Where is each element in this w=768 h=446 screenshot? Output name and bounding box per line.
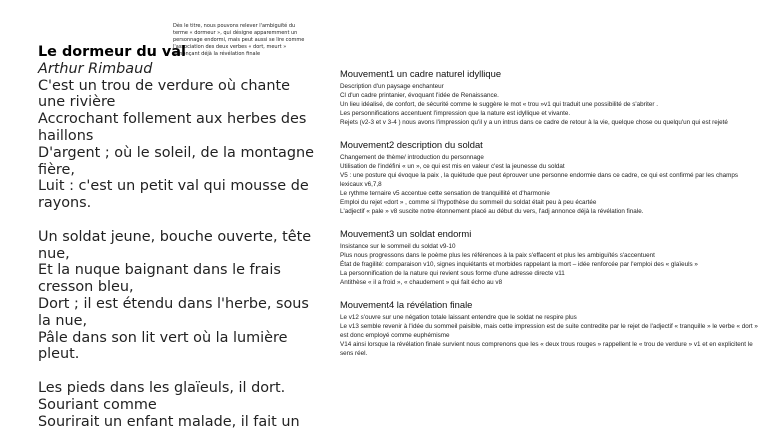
analysis-line: Cl d'un cadre printanier, évoquant l'idée de Renaissance. <box>340 92 499 99</box>
poem-column <box>38 44 320 446</box>
section-heading: Mouvement1 un cadre naturel idyllique <box>340 68 502 79</box>
analysis-line: Plus nous progressons dans le poème plus les références à la paix s'effacent et plus les ambiguïtés s'accentuent <box>340 252 655 259</box>
poem-title: Le dormeur du val <box>38 44 186 60</box>
analysis-line: Rejets (v2-3 et v 3-4 ) nous avons l'impression qu'il y a un intrus dans ce cadre de retour à la vie, quelque chose ou quelqu'un qui est rejeté <box>340 119 728 126</box>
section-heading: Mouvement3 un soldat endormi <box>340 228 472 239</box>
stanza-3 <box>38 380 320 430</box>
analysis-line: Le v12 s'ouvre sur une négation totale laissant entendre que le soldat ne respire plus <box>340 314 577 321</box>
poem-line: D'argent ; où le soleil, de la montagne fière, <box>38 144 314 178</box>
poem-line: Pâle dans son lit vert où la lumière pleut. <box>38 329 288 363</box>
analysis-line: Antithèse « il a froid », « chaudement » qui fait écho au v8 <box>340 279 503 286</box>
analysis-column <box>340 68 760 370</box>
annotation-line: annonçant déjà la révélation finale <box>173 51 261 57</box>
analysis-line: Un lieu idéalisé, de confort, de sécurité comme le suggère le mot « trou »v1 qui traduit une possibilité de s'abriter . <box>340 101 658 108</box>
poem-line: Un soldat jeune, bouche ouverte, tête nue, <box>38 228 312 262</box>
analysis-line: Description d'un paysage enchanteur <box>340 83 444 90</box>
poem-line: Les pieds dans les glaïeuls, il dort. Souriant comme <box>38 379 286 413</box>
stanza-2 <box>38 229 320 363</box>
poem-line: Accrochant follement aux herbes des haillons <box>38 111 307 144</box>
analysis-line: État de fragilité: comparaison v10, signes inquiétants et morbides rappelant la mort – idée renforcée par l'emploi des « glaïeuls » <box>340 261 698 268</box>
section-mouvement-3 <box>340 228 760 287</box>
analysis-line: Le rythme ternaire v5 accentue cette sensation de tranquillité et d'harmonie <box>340 190 550 197</box>
analysis-line: V5 : une posture qui évoque la paix , la quiétude que peut éprouver une personne endormie dans ce cadre, ce qui est confirmé par les champs lexicaux v6,7,8 <box>340 172 739 188</box>
poem-line: C'est un trou de verdure où chante une rivière <box>38 77 290 111</box>
poem-line: Et la nuque baignant dans le frais cresson bleu, <box>38 262 281 296</box>
analysis-line: V14 ainsi lorsque la révélation finale survient nous comprenons que les « deux trous rouges » rappellent le « trou de verdure » v1 et en explicitent le sens réel. <box>340 341 753 357</box>
analysis-line: Le v13 semble revenir à l'idée du sommeil paisible, mais cette impression est de suite contredite par le rejet de l'adjectif « tranquille » le verbe « dort » est donc employé comme euphémisme <box>340 323 758 339</box>
section-heading: Mouvement2 description du soldat <box>340 139 483 150</box>
analysis-line: Les personnifications accentuent l'impression que la nature est idyllique et vivante. <box>340 110 571 117</box>
section-mouvement-1 <box>340 68 760 127</box>
analysis-line: La personnification de la nature qui revient sous forme d'une adresse directe v11 <box>340 270 565 277</box>
analysis-line: Insistance sur le sommeil du soldat v9-10 <box>340 243 456 250</box>
analysis-line: Emploi du rejet «dort » , comme si l'hypothèse du sommeil du soldat était peu à peu écartée <box>340 199 597 206</box>
annotation-line: l'association des deux verbes « dort, meurt » <box>173 44 287 50</box>
poem-line: Luit : c'est un petit val qui mousse de rayons. <box>38 178 309 212</box>
analysis-line: Utilisation de l'indéfini « un », ce qui est mis en valeur c'est la jeunesse du soldat <box>340 163 565 170</box>
poem-line: Sourirait un enfant malade, il fait un <box>38 413 300 430</box>
annotation-line: Dès le titre, nous pouvons relever l'ambiguïté du <box>173 23 296 29</box>
poem-author: Arthur Rimbaud <box>38 60 153 77</box>
analysis-line: Changement de thème/ introduction du personnage <box>340 154 484 161</box>
section-heading: Mouvement4 la révélation finale <box>340 299 473 310</box>
section-mouvement-4 <box>340 299 760 358</box>
analysis-line: L'adjectif « pale » v8 suscite notre étonnement placé au début du vers, l'adj annonce déjà la révélation finale. <box>340 208 644 215</box>
section-mouvement-2 <box>340 139 760 216</box>
annotation-line: terme « dormeur », qui désigne apparemment un <box>173 30 298 36</box>
annotation-line: personnage endormi, mais peut aussi se lire comme <box>173 37 305 43</box>
poem-line: Dort ; il est étendu dans l'herbe, sous la nue, <box>38 295 309 329</box>
stanza-1 <box>38 78 320 212</box>
